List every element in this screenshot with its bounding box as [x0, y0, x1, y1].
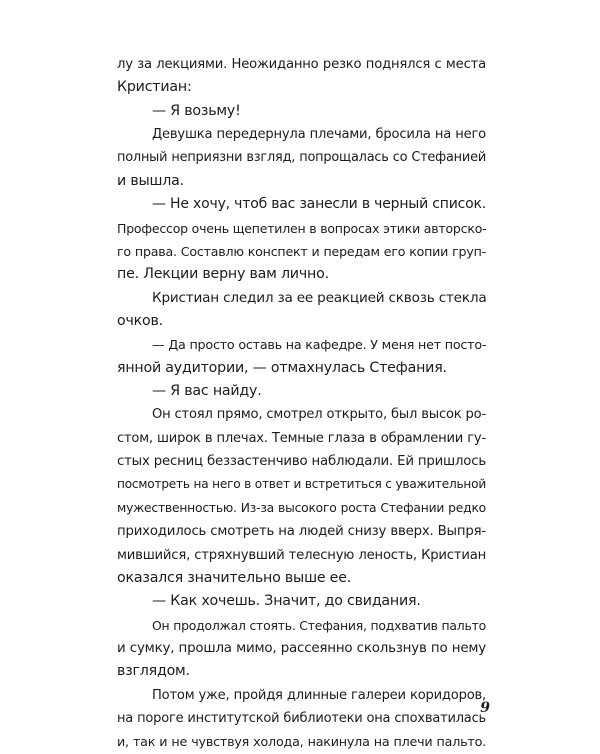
text-line: го права. Составлю конспект и передам его копии груп-: [117, 243, 486, 259]
body-text: [117, 53, 486, 754]
paragraph-start-line: Кристиан следил за ее реакцией сквозь стекла: [152, 289, 486, 306]
dialogue-line: — Я возьму!: [152, 102, 241, 119]
paragraph-start-line: Потом уже, пройдя длинные галереи коридоров,: [152, 687, 486, 703]
text-line: янной аудитории, — отмахнулась Стефания.: [117, 359, 447, 376]
dialogue-line: — Да просто оставь на кафедре. У меня нет посто-: [152, 337, 486, 353]
paragraph-start-line: Он продолжал стоять. Стефания, подхватив пальто: [152, 617, 486, 633]
text-line: Профессор очень щепетилен в вопросах этики авторско-: [117, 220, 486, 236]
dialogue-line: — Как хочешь. Значит, до свидания.: [152, 593, 421, 610]
dialogue-line: — Я вас найду.: [152, 383, 262, 400]
text-line: мужественностью. Из-за высокого роста Стефании редко: [117, 500, 486, 515]
text-line: Кристиан:: [117, 79, 192, 96]
page-number: 9: [480, 700, 490, 716]
text-line: оказался значительно выше ее.: [117, 569, 352, 586]
text-line: на пороге институтской библиотеки она спохватилась: [117, 711, 486, 727]
text-line: пе. Лекции верну вам лично.: [117, 266, 329, 283]
text-line: и, так и не чувствуя холода, накинула на плечи пальто.: [117, 734, 486, 750]
text-line: посмотреть на него в ответ и встретиться с уважительной: [117, 477, 486, 492]
text-line: приходилось смотреть на людей снизу вверх. Выпря-: [117, 524, 486, 540]
text-line: стых ресниц беззастенчиво наблюдали. Ей пришлось: [117, 454, 486, 470]
text-line: лу за лекциями. Неожиданно резко поднялся с места: [117, 57, 486, 72]
text-line: стом, широк в плечах. Темные глаза в обрамлении гу-: [117, 430, 486, 446]
text-line: взглядом.: [117, 663, 190, 680]
paragraph-start-line: Он стоял прямо, смотрел открыто, был высок ро-: [152, 407, 486, 423]
text-line: очков.: [117, 312, 163, 329]
text-line: и сумку, прошла мимо, рассеянно скользнув по нему: [117, 640, 486, 656]
text-line: и вышла.: [117, 172, 184, 189]
dialogue-line: — Не хочу, чтоб вас занесли в черный список.: [152, 196, 486, 213]
text-line: полный неприязни взгляд, попрощалась со Стефанией: [117, 150, 486, 166]
paragraph-start-line: Девушка передернула плечами, бросила на него: [152, 127, 486, 143]
text-line: мившийся, стряхнувший телесную леность, Кристиан: [117, 547, 486, 563]
